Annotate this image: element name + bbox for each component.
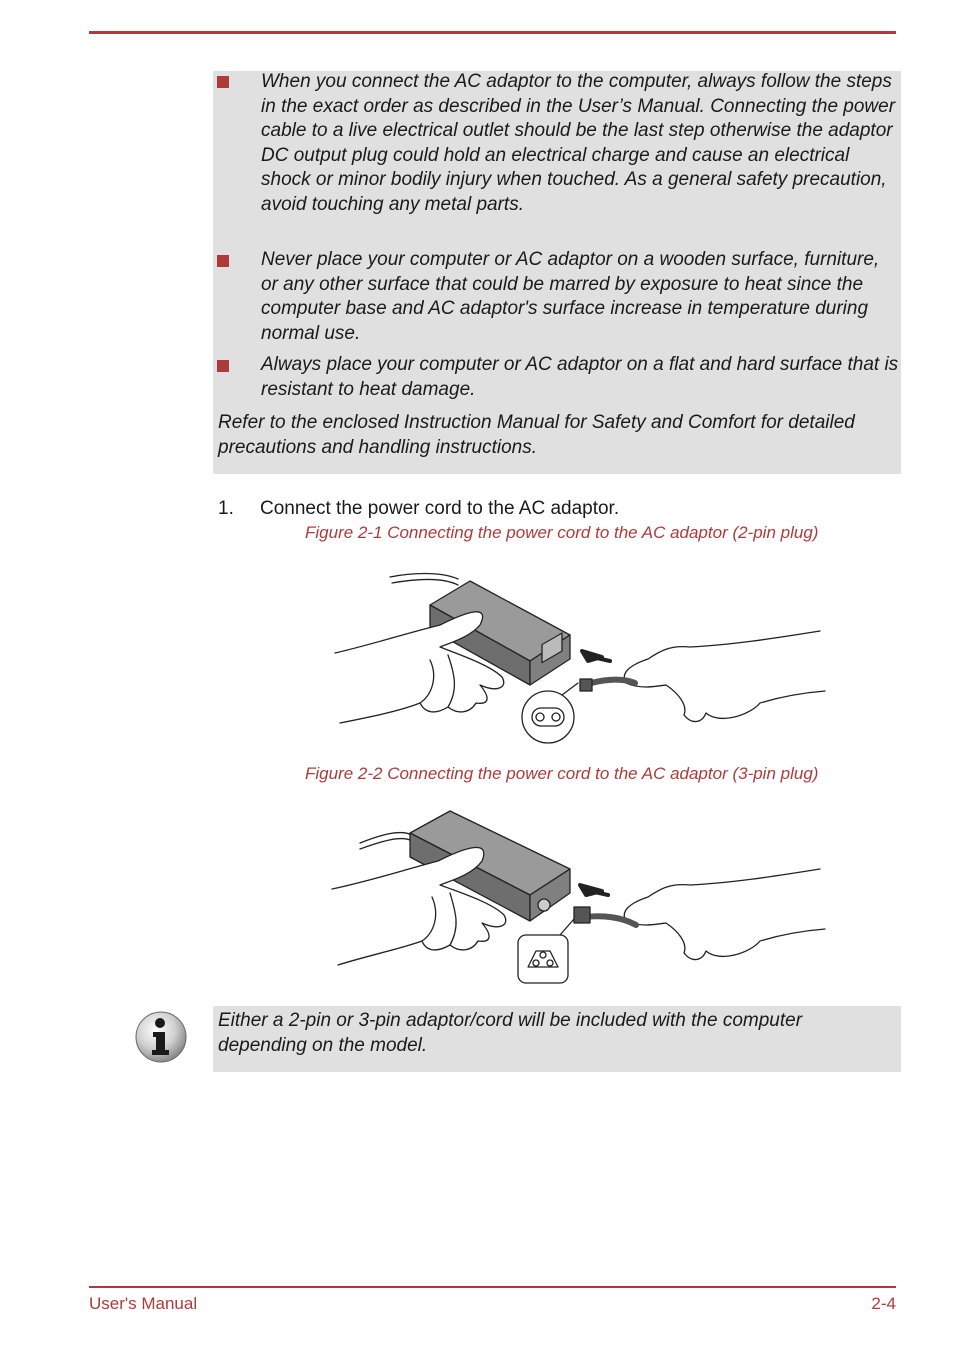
caution-bullet-1: When you connect the AC adaptor to the computer, always follow the steps in the exact order as described in the User’s Manual. Connecting the power cable to a live electrical outlet should be the last step otherwise the adaptor DC output plug could hold an electrical charge and cause an electrical shock or minor bodily injury when touched. As a general safety precaution, avoid touching any metal parts. xyxy=(261,71,896,215)
caution-note: Refer to the enclosed Instruction Manual for Safety and Comfort for detailed precautions and handling instructions. xyxy=(218,412,855,458)
caution-box xyxy=(213,71,901,474)
step-number: 1. xyxy=(218,498,234,519)
caution-bullet-2: Never place your computer or AC adaptor on a wooden surface, furniture, or any other surface that could be marred by exposure to heat since the computer base and AC adaptor's surface increase in temperature during normal use. xyxy=(261,249,880,344)
footer-rule xyxy=(89,1286,896,1288)
caution-bullet-3: Always place your computer or AC adaptor on a flat and hard surface that is resistant to heat damage. xyxy=(261,354,899,400)
figure-3pin-illustration xyxy=(330,805,830,990)
bullet-marker xyxy=(217,360,229,372)
bullet-marker xyxy=(217,76,229,88)
page-number: 2-4 xyxy=(871,1294,896,1313)
info-note-box xyxy=(213,1006,901,1072)
figure-caption-3pin: Figure 2-2 Connecting the power cord to the AC adaptor (3-pin plug) xyxy=(305,764,819,783)
step-text: Connect the power cord to the AC adaptor. xyxy=(260,498,620,519)
footer-title: User's Manual xyxy=(89,1294,198,1313)
figure-caption-2pin: Figure 2-1 Connecting the power cord to the AC adaptor (2-pin plug) xyxy=(305,523,819,542)
bullet-marker xyxy=(217,255,229,267)
info-icon xyxy=(134,1010,188,1064)
info-note-text: Either a 2-pin or 3-pin adaptor/cord will be included with the computer depending on the model. xyxy=(218,1010,803,1056)
figure-2pin-illustration xyxy=(330,565,830,750)
header-rule xyxy=(89,31,896,34)
